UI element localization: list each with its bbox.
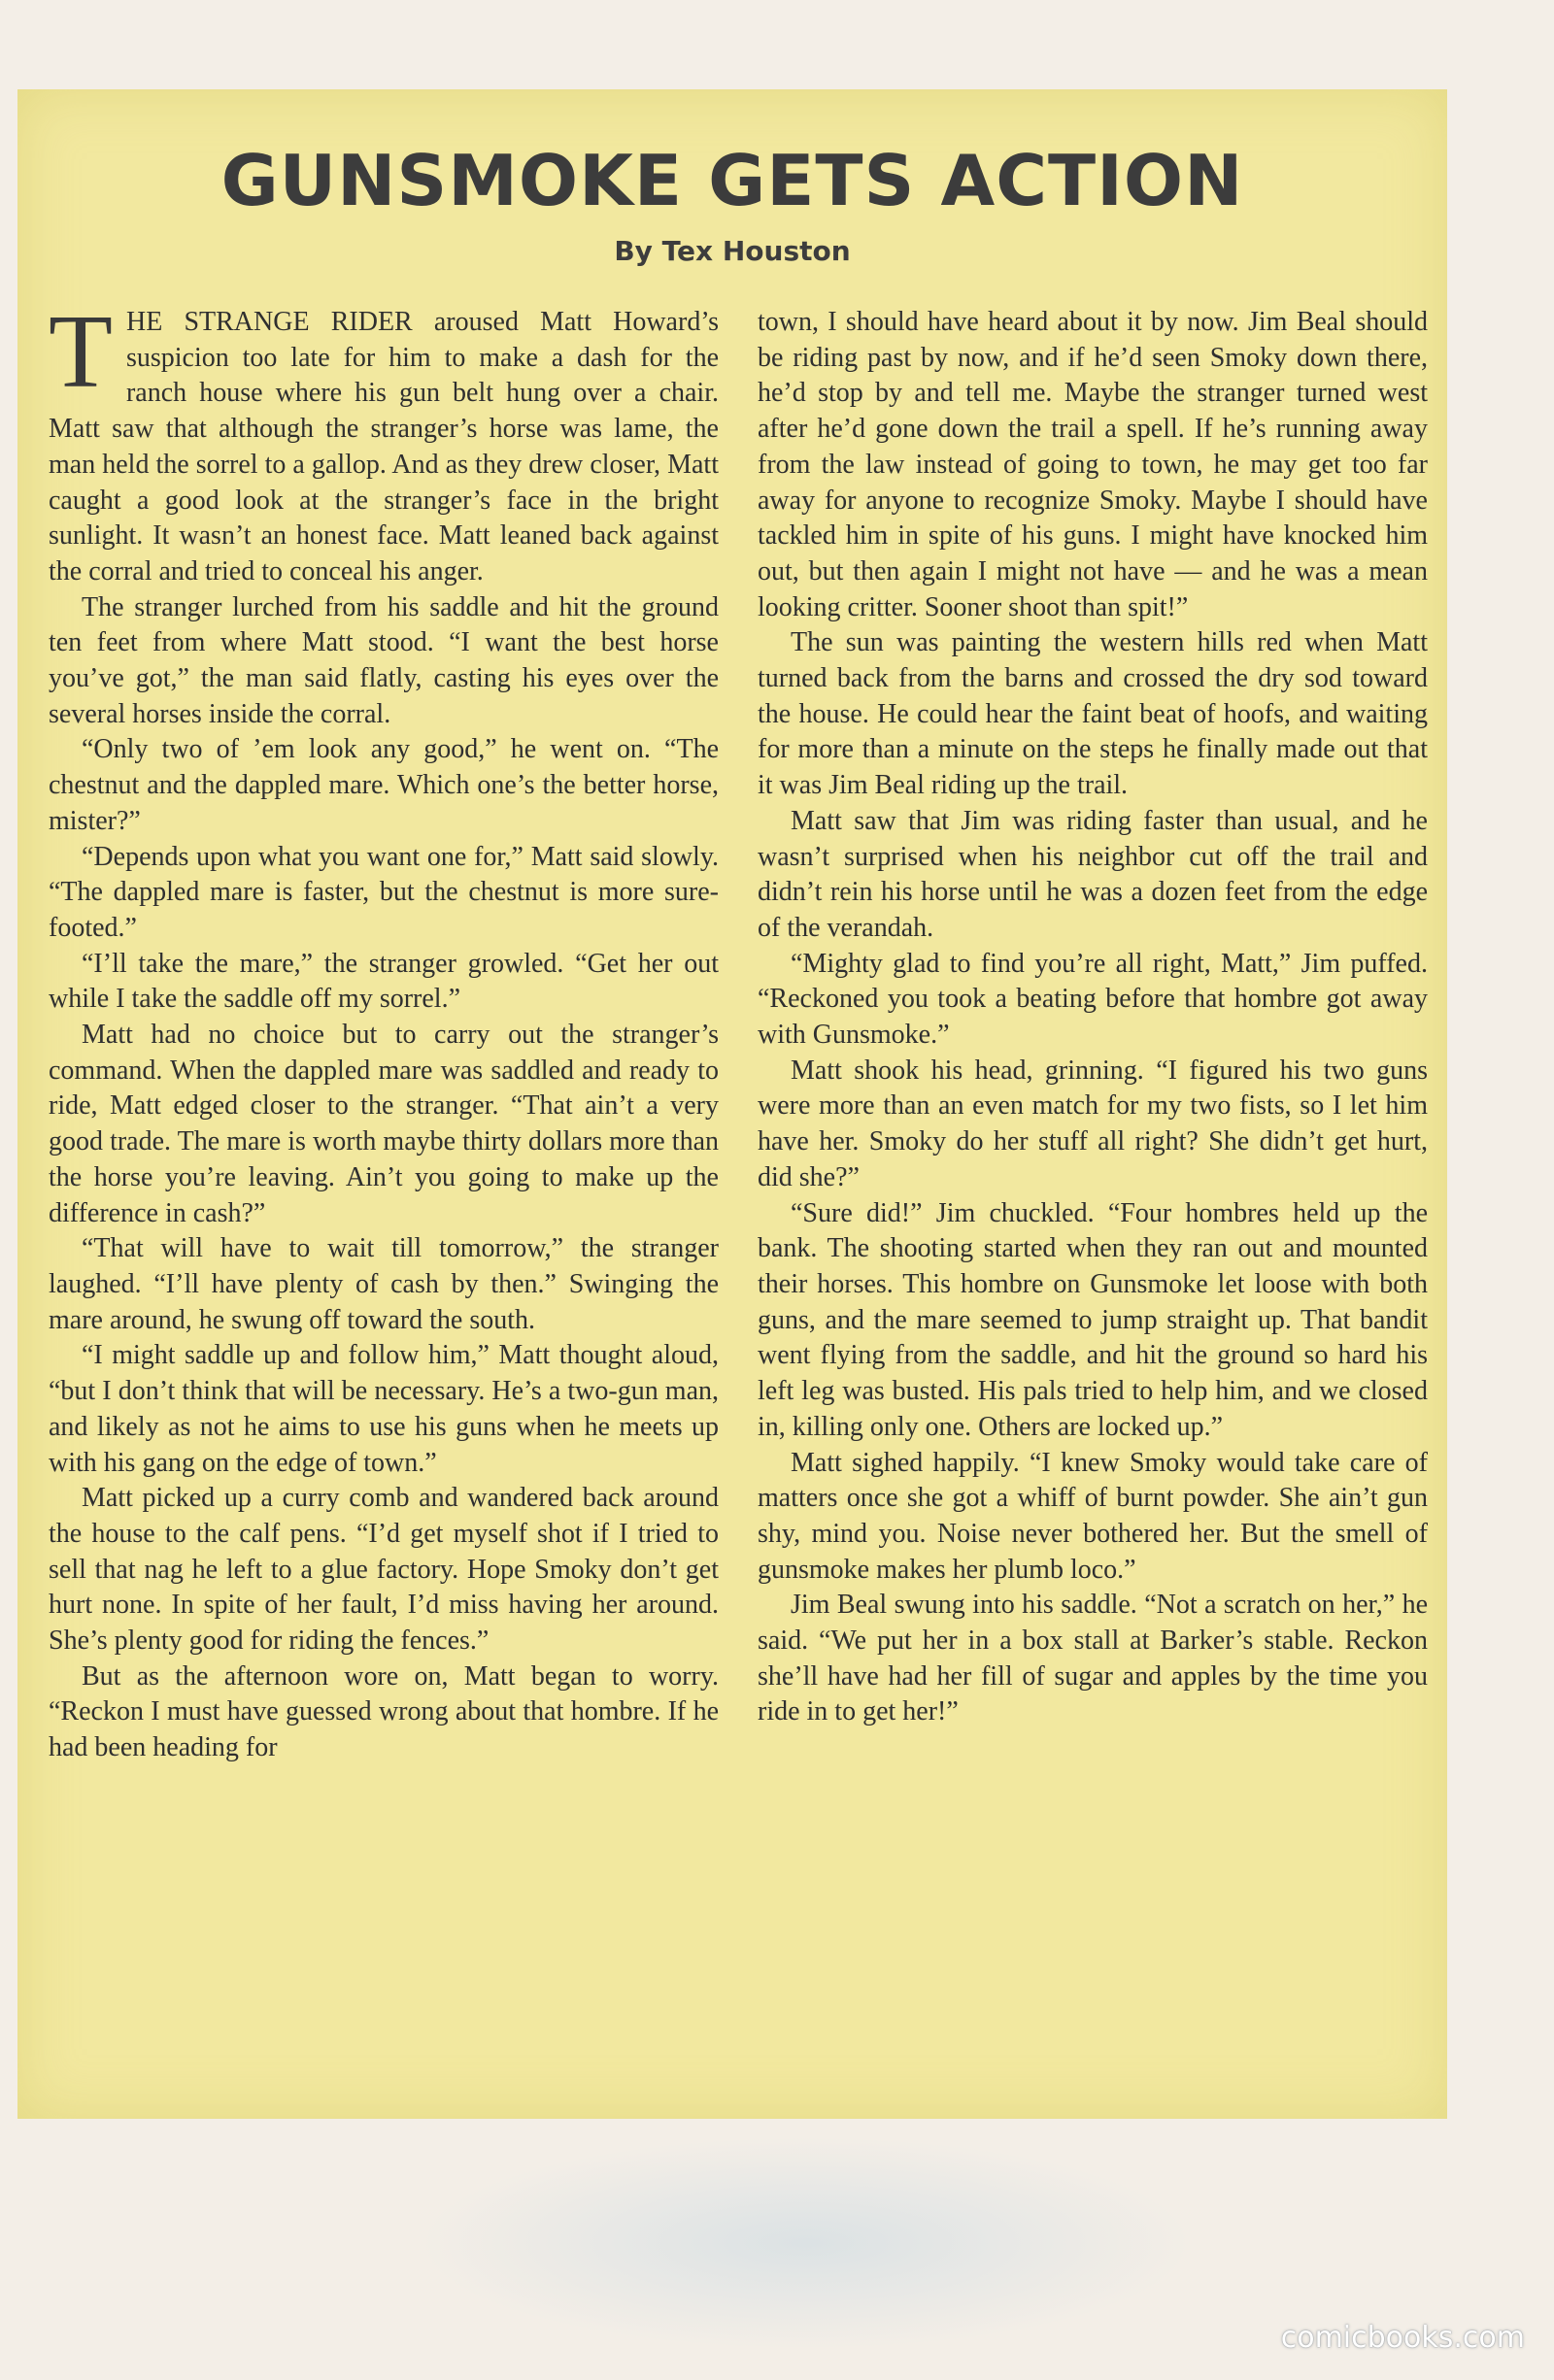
drop-cap: T <box>49 294 113 410</box>
paragraph: “I’ll take the mare,” the stranger growled. “Get her out while I take the saddle off my sorrel.” <box>49 948 719 1015</box>
print-smudge <box>418 2136 1195 2350</box>
paragraph: “Only two of ’em look any good,” he went on. “The chestnut and the dappled mare. Which one’s the better horse, mister?” <box>49 734 719 836</box>
paragraph: Matt saw that Jim was riding faster than usual, and he wasn’t surprised when his neighbor cut off the trail and didn’t rein his horse until he was a dozen feet from the edge of the verandah. <box>758 805 1428 943</box>
story-title: GUNSMOKE GETS ACTION <box>220 140 1244 221</box>
paragraph: “Mighty glad to find you’re all right, Matt,” Jim puffed. “Reckoned you took a beating before that hombre got away with Gunsmoke.” <box>758 948 1428 1051</box>
left-column <box>49 294 719 1766</box>
paragraph: “I might saddle up and follow him,” Matt thought aloud, “but I don’t think that will be necessary. He’s a two-gun man, and likely as not he aims to use his guns when he meets up with his gang on the edge of town.” <box>49 1340 719 1478</box>
paragraph: The sun was painting the western hills red when Matt turned back from the barns and crossed the dry sod toward the house. He could hear the faint beat of hoofs, and waiting for more than a minute on the steps he finally made out that it was Jim Beal riding up the trail. <box>758 627 1428 801</box>
paragraph: “That will have to wait till tomorrow,” the stranger laughed. “I’ll have plenty of cash by then.” Swinging the mare around, he swung off toward the south. <box>49 1233 719 1335</box>
paragraph: town, I should have heard about it by now. Jim Beal should be riding past by now, and if he’d seen Smoky down there, he’d stop by and tell me. Maybe the stranger turned west after he’d gone down the trail a spell. If he’s running away from the law instead of going to town, he may get too far away for anyone to recognize Smoky. Maybe I should have tackled him in spite of his guns. I might have knocked him out, but then again I might not have — and he was a mean looking critter. Sooner shoot than spit!” <box>758 307 1428 622</box>
paragraph: Matt sighed happily. “I knew Smoky would take care of matters once she got a whiff of burnt powder. She ain’t gun shy, mind you. Noise never bothered her. But the smell of gunsmoke makes her plumb loco.” <box>758 1447 1428 1585</box>
right-column <box>758 305 1428 1730</box>
story-byline: By Tex Houston <box>614 235 851 267</box>
paragraph: “Depends upon what you want one for,” Matt said slowly. “The dappled mare is faster, but the chestnut is more sure-footed.” <box>49 841 719 943</box>
paragraph: Matt had no choice but to carry out the stranger’s command. When the dappled mare was saddled and ready to ride, Matt edged closer to the stranger. “That ain’t a very good trade. The mare is worth maybe thirty dollars more than the horse you’re leaving. Ain’t you going to make up the difference in cash?” <box>49 1020 719 1228</box>
paragraph: The stranger lurched from his saddle and hit the ground ten feet from where Matt stood. “I want the best horse you’ve got,” the man said flatly, casting his eyes over the several horses inside the corral. <box>49 591 719 729</box>
paragraph: THE STRANGE RIDER aroused Matt Howard’s suspicion too late for him to make a dash for the ranch house where his gun belt hung over a chair. Matt saw that although the stranger’s horse was lame, the man held the sorrel to a gallop. And as they drew closer, Matt caught a good look at the stranger’s face in the bright sunlight. It wasn’t an honest face. Matt leaned back against the corral and tried to conceal his anger. <box>49 294 719 587</box>
paragraph: “Sure did!” Jim chuckled. “Four hombres held up the bank. The shooting started when they ran out and mounted their horses. This hombre on Gunsmoke let loose with both guns, and the mare seemed to jump straight up. That bandit went flying from the saddle, and hit the ground so hard his left leg was busted. His pals tried to help him, and we closed in, killing only one. Others are locked up.” <box>758 1197 1428 1442</box>
paragraph: But as the afternoon wore on, Matt began to worry. “Reckon I must have guessed wrong about that hombre. If he had been heading for <box>49 1660 719 1763</box>
paragraph: Matt shook his head, grinning. “I figured his two guns were more than an even match for my two fists, so I let him have her. Smoky do her stuff all right? She didn’t get hurt, did she?” <box>758 1055 1428 1192</box>
paragraph: Jim Beal swung into his saddle. “Not a scratch on her,” he said. “We put her in a box stall at Barker’s stable. Reckon she’ll have had her fill of sugar and apples by the time you ride in to get her!” <box>758 1590 1428 1727</box>
watermark: comicbooks.com <box>1280 2321 1525 2355</box>
paragraph: Matt picked up a curry comb and wandered back around the house to the calf pens. “I’d get myself shot if I tried to sell that nag he left to a glue factory. Hope Smoky don’t get hurt none. In spite of her fault, I’d miss having her around. She’s plenty good for riding the fences.” <box>49 1483 719 1657</box>
